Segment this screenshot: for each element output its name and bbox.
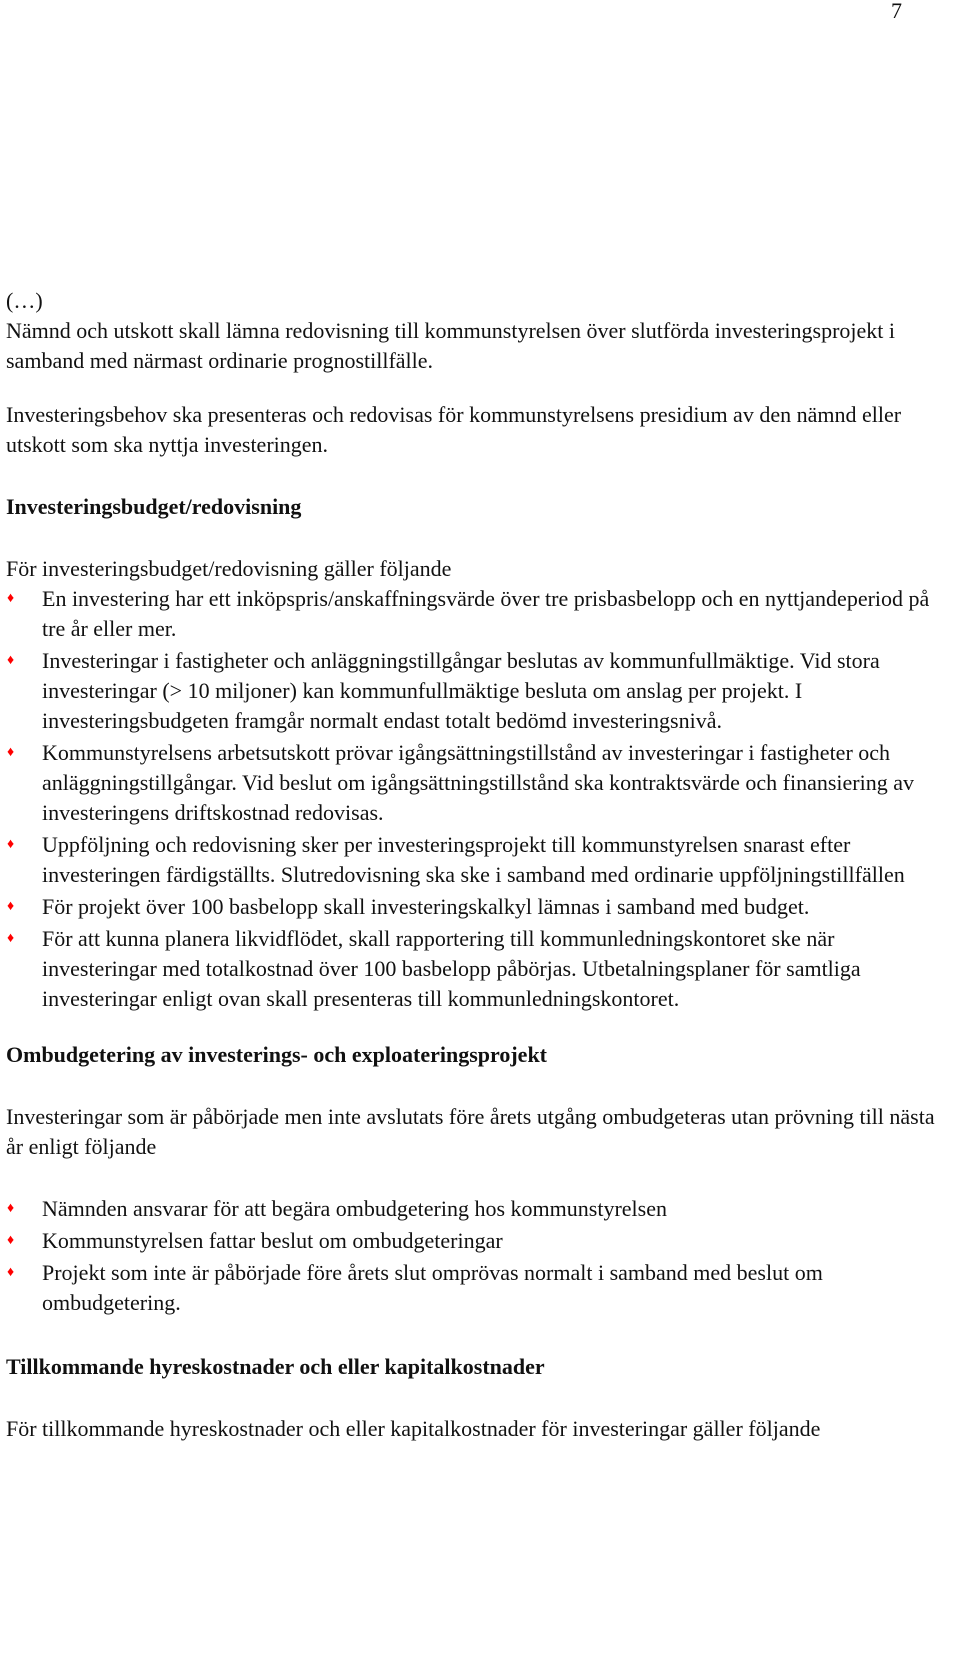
page-number: 7 — [891, 0, 902, 23]
diamond-icon: ♦ — [7, 1201, 15, 1216]
list-item — [6, 892, 951, 922]
list-item-text: Kommunstyrelsen fattar beslut om ombudgeteringar — [42, 1228, 503, 1253]
diamond-icon: ♦ — [7, 1265, 15, 1280]
list-item-text: Uppföljning och redovisning sker per investeringsprojekt till kommunstyrelsen snarast efter investeringen färdigställts. Slutredovisning ska ske i samband med ordinarie uppföljningstillfällen — [42, 832, 905, 887]
list-item — [6, 1258, 951, 1318]
diamond-icon: ♦ — [7, 745, 15, 760]
heading-ombudgetering: Ombudgetering av investerings- och exploateringsprojekt — [6, 1042, 548, 1067]
list-item-text: Nämnden ansvarar för att begära ombudgetering hos kommunstyrelsen — [42, 1196, 667, 1221]
intro-investeringsbudget: För investeringsbudget/redovisning gäller följande — [6, 556, 452, 581]
document-body — [6, 286, 951, 1444]
list-item-text: För projekt över 100 basbelopp skall investeringskalkyl lämnas i samband med budget. — [42, 894, 810, 919]
list-item-text: För att kunna planera likvidflödet, skall rapportering till kommunledningskontoret ske när investeringar med totalkostnad över 100 basbelopp påbörjas. Utbetalningsplaner för samtliga investeringar enligt ovan skall presenteras till kommunledningskontoret. — [42, 926, 861, 1011]
diamond-icon: ♦ — [7, 591, 15, 606]
bullet-list-ombudgetering — [6, 1194, 951, 1318]
list-item — [6, 646, 951, 736]
heading-investeringsbudget: Investeringsbudget/redovisning — [6, 494, 302, 519]
list-item — [6, 830, 951, 890]
paragraph-redovisning: Nämnd och utskott skall lämna redovisning till kommunstyrelsen över slutförda investeringsprojekt i samband med närmast ordinarie prognostillfälle. — [6, 318, 896, 373]
intro-tillkommande: För tillkommande hyreskostnader och eller kapitalkostnader för investeringar gäller följande — [6, 1416, 821, 1441]
list-item — [6, 738, 951, 828]
diamond-icon: ♦ — [7, 837, 15, 852]
diamond-icon: ♦ — [7, 931, 15, 946]
diamond-icon: ♦ — [7, 1233, 15, 1248]
diamond-icon: ♦ — [7, 653, 15, 668]
diamond-icon: ♦ — [7, 899, 15, 914]
list-item — [6, 1226, 951, 1256]
heading-tillkommande: Tillkommande hyreskostnader och eller kapitalkostnader — [6, 1354, 545, 1379]
list-item — [6, 1194, 951, 1224]
list-item-text: En investering har ett inköpspris/anskaffningsvärde över tre prisbasbelopp och en nyttjandeperiod på tre år eller mer. — [42, 586, 930, 641]
bullet-list-investeringsbudget — [6, 584, 951, 1014]
list-item — [6, 584, 951, 644]
list-item-text: Projekt som inte är påbörjade före årets slut omprövas normalt i samband med beslut om ombudgetering. — [42, 1260, 823, 1315]
paragraph-investeringsbehov: Investeringsbehov ska presenteras och redovisas för kommunstyrelsens presidium av den nämnd eller utskott som ska nyttja investeringen. — [6, 402, 902, 457]
list-item — [6, 924, 951, 1014]
list-item-text: Investeringar i fastigheter och anläggningstillgångar beslutas av kommunfullmäktige. Vid stora investeringar (> 10 miljoner) kan kommunfullmäktige besluta om anslag per projekt. I investeringsbudgeten framgår normalt endast totalt bedömd investeringsnivå. — [42, 648, 880, 733]
intro-ombudgetering: Investeringar som är påbörjade men inte avslutats före årets utgång ombudgeteras utan prövning till nästa år enligt följande — [6, 1104, 935, 1159]
ellipsis-marker: (…) — [6, 288, 43, 313]
list-item-text: Kommunstyrelsens arbetsutskott prövar igångsättningstillstånd av investeringar i fastigheter och anläggningstillgångar. Vid beslut om igångsättningstillstånd ska kontraktsvärde och finansiering av investeringens driftskostnad redovisas. — [42, 740, 915, 825]
